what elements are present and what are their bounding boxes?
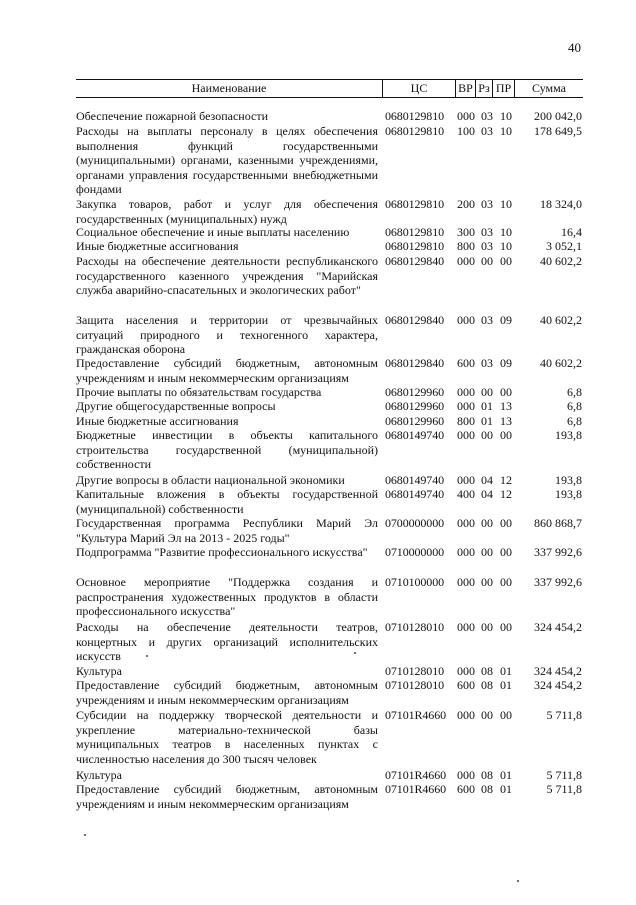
row-subsection: 00 bbox=[500, 575, 512, 589]
row-target-code: 0680129840 bbox=[385, 313, 445, 327]
row-subsection: 10 bbox=[500, 225, 512, 239]
row-expense-type: 000 bbox=[457, 575, 475, 589]
row-amount: 5 711,8 bbox=[546, 708, 582, 722]
row-expense-type: 300 bbox=[457, 225, 475, 239]
scan-speck bbox=[517, 880, 519, 882]
row-subsection: 10 bbox=[500, 124, 512, 138]
table-row bbox=[76, 487, 583, 516]
row-target-code: 0680149740 bbox=[385, 487, 445, 501]
row-name: Расходы на выплаты персоналу в целях обеспечения выполнения функций государственными (муниципальными) органами, казенными учреждениями, органами управления государственными внебюджетными фондами bbox=[76, 124, 378, 197]
row-expense-type: 000 bbox=[457, 516, 475, 530]
row-target-code: 07101R4660 bbox=[385, 768, 447, 782]
row-subsection: 00 bbox=[500, 545, 512, 559]
row-name: Подпрограмма "Развитие профессионального искусства" bbox=[76, 545, 368, 559]
row-amount: 40 602,2 bbox=[540, 356, 582, 370]
row-amount: 200 042,0 bbox=[534, 109, 582, 123]
table-row bbox=[76, 782, 583, 811]
table-row bbox=[76, 399, 583, 414]
row-subsection: 00 bbox=[500, 620, 512, 634]
table-row bbox=[76, 664, 583, 679]
row-subsection: 00 bbox=[500, 385, 512, 399]
row-name: Другие общегосударственные вопросы bbox=[76, 399, 276, 413]
row-target-code: 0680129840 bbox=[385, 254, 445, 268]
row-target-code: 0680129810 bbox=[385, 109, 445, 123]
row-name: Прочие выплаты по обязательствам государства bbox=[76, 385, 322, 399]
header-name: Наименование bbox=[76, 80, 383, 97]
row-name: Иные бюджетные ассигнования bbox=[76, 414, 239, 428]
row-subsection: 12 bbox=[500, 473, 512, 487]
row-expense-type: 600 bbox=[457, 356, 475, 370]
row-subsection: 12 bbox=[500, 487, 512, 501]
row-amount: 324 454,2 bbox=[534, 678, 582, 692]
row-name: Закупка товаров, работ и услуг для обеспечения государственных (муниципальных) нужд bbox=[76, 197, 378, 226]
header-pr: ПР bbox=[493, 80, 515, 97]
row-expense-type: 800 bbox=[457, 239, 475, 253]
row-subsection: 09 bbox=[500, 313, 512, 327]
table-row bbox=[76, 575, 583, 619]
row-target-code: 0680129810 bbox=[385, 197, 445, 211]
row-amount: 5 711,8 bbox=[546, 768, 582, 782]
row-target-code: 07101R4660 bbox=[385, 708, 447, 722]
row-name: Защита населения и территории от чрезвычайных ситуаций природного и техногенного характера, гражданская оборона bbox=[76, 313, 378, 357]
row-target-code: 0680149740 bbox=[385, 428, 445, 442]
row-expense-type: 000 bbox=[457, 708, 475, 722]
row-subsection: 10 bbox=[500, 197, 512, 211]
row-amount: 337 992,6 bbox=[534, 545, 582, 559]
row-expense-type: 100 bbox=[457, 124, 475, 138]
row-amount: 6,8 bbox=[567, 414, 582, 428]
row-section: 04 bbox=[481, 487, 493, 501]
row-subsection: 01 bbox=[500, 678, 512, 692]
scan-speck bbox=[146, 655, 148, 657]
row-section: 00 bbox=[481, 545, 493, 559]
row-name: Социальное обеспечение и иные выплаты населению bbox=[76, 225, 350, 239]
row-amount: 40 602,2 bbox=[540, 313, 582, 327]
table-row bbox=[76, 225, 583, 240]
row-section: 00 bbox=[481, 708, 493, 722]
row-expense-type: 000 bbox=[457, 620, 475, 634]
row-subsection: 00 bbox=[500, 708, 512, 722]
row-expense-type: 000 bbox=[457, 545, 475, 559]
header-rz: Рз bbox=[476, 80, 493, 97]
row-amount: 6,8 bbox=[567, 385, 582, 399]
row-section: 00 bbox=[481, 385, 493, 399]
row-amount: 16,4 bbox=[561, 225, 582, 239]
row-target-code: 0710128010 bbox=[385, 620, 445, 634]
row-target-code: 0680129810 bbox=[385, 225, 445, 239]
row-subsection: 10 bbox=[500, 109, 512, 123]
row-subsection: 09 bbox=[500, 356, 512, 370]
row-section: 08 bbox=[481, 782, 493, 796]
table-row bbox=[76, 313, 583, 357]
row-expense-type: 000 bbox=[457, 109, 475, 123]
row-name: Культура bbox=[76, 664, 122, 678]
header-sum: Сумма bbox=[532, 81, 566, 95]
row-section: 00 bbox=[481, 575, 493, 589]
row-amount: 193,8 bbox=[555, 428, 582, 442]
row-target-code: 0710128010 bbox=[385, 664, 445, 678]
row-name: Предоставление субсидий бюджетным, автономным учреждениям и иным некоммерческим организациям bbox=[76, 678, 378, 707]
row-amount: 324 454,2 bbox=[534, 664, 582, 678]
row-name: Субсидии на поддержку творческой деятельности и укрепление материально-технической базы муниципальных театров в населенных пунктах с численностью населения до 300 тысяч человек bbox=[76, 708, 378, 766]
row-subsection: 10 bbox=[500, 239, 512, 253]
row-target-code: 0710128010 bbox=[385, 678, 445, 692]
row-expense-type: 000 bbox=[457, 473, 475, 487]
table-header bbox=[76, 79, 583, 98]
row-amount: 6,8 bbox=[567, 399, 582, 413]
row-amount: 5 711,8 bbox=[546, 782, 582, 796]
row-expense-type: 600 bbox=[457, 678, 475, 692]
row-subsection: 01 bbox=[500, 664, 512, 678]
row-name: Государственная программа Республики Марий Эл "Культура Марий Эл на 2013 - 2025 годы" bbox=[76, 516, 378, 545]
row-target-code: 0680129810 bbox=[385, 239, 445, 253]
row-expense-type: 000 bbox=[457, 313, 475, 327]
row-subsection: 00 bbox=[500, 254, 512, 268]
row-name: Бюджетные инвестиции в объекты капитального строительства государственной (муниципальной) собственности bbox=[76, 428, 378, 472]
row-section: 00 bbox=[481, 620, 493, 634]
row-target-code: 0680129960 bbox=[385, 385, 445, 399]
row-name: Предоставление субсидий бюджетным, автономным учреждениям и иным некоммерческим организациям bbox=[76, 356, 378, 385]
table-row bbox=[76, 545, 583, 574]
row-section: 08 bbox=[481, 768, 493, 782]
row-target-code: 07101R4660 bbox=[385, 782, 447, 796]
row-subsection: 13 bbox=[500, 399, 512, 413]
row-section: 01 bbox=[481, 399, 493, 413]
row-amount: 860 868,7 bbox=[534, 516, 582, 530]
table-row bbox=[76, 385, 583, 400]
row-amount: 337 992,6 bbox=[534, 575, 582, 589]
row-section: 00 bbox=[481, 254, 493, 268]
row-target-code: 0680129960 bbox=[385, 399, 445, 413]
row-expense-type: 800 bbox=[457, 414, 475, 428]
row-amount: 178 649,5 bbox=[534, 124, 582, 138]
row-name: Культура bbox=[76, 768, 122, 782]
row-amount: 324 454,2 bbox=[534, 620, 582, 634]
table-row bbox=[76, 239, 583, 254]
table-row bbox=[76, 254, 583, 312]
page-number: 40 bbox=[568, 40, 581, 55]
table-row bbox=[76, 678, 583, 707]
row-section: 00 bbox=[481, 428, 493, 442]
row-target-code: 0680129960 bbox=[385, 414, 445, 428]
row-section: 08 bbox=[481, 664, 493, 678]
row-subsection: 00 bbox=[500, 428, 512, 442]
row-amount: 18 324,0 bbox=[540, 197, 582, 211]
row-name: Основное мероприятие "Поддержка создания и распространения художественных продуктов в области профессионального искусства" bbox=[76, 575, 378, 619]
table-row bbox=[76, 197, 583, 226]
header-vr: ВР bbox=[456, 80, 476, 97]
row-section: 03 bbox=[481, 313, 493, 327]
row-expense-type: 600 bbox=[457, 782, 475, 796]
row-amount: 193,8 bbox=[555, 473, 582, 487]
row-expense-type: 000 bbox=[457, 254, 475, 268]
row-name: Капитальные вложения в объекты государственной (муниципальной) собственности bbox=[76, 487, 378, 516]
row-section: 08 bbox=[481, 678, 493, 692]
row-target-code: 0710100000 bbox=[385, 575, 445, 589]
row-name: Обеспечение пожарной безопасности bbox=[76, 109, 269, 123]
row-name: Расходы на обеспечение деятельности республиканского государственного казенного учреждения "Марийская служба аварийно-спасательных и экологических работ" bbox=[76, 254, 378, 298]
table-row bbox=[76, 516, 583, 545]
row-expense-type: 000 bbox=[457, 399, 475, 413]
row-expense-type: 400 bbox=[457, 487, 475, 501]
row-expense-type: 000 bbox=[457, 428, 475, 442]
scan-speck bbox=[84, 834, 86, 836]
row-amount: 3 052,1 bbox=[546, 239, 582, 253]
row-target-code: 0710000000 bbox=[385, 545, 445, 559]
row-subsection: 01 bbox=[500, 782, 512, 796]
row-section: 03 bbox=[481, 239, 493, 253]
row-section: 04 bbox=[481, 473, 493, 487]
table-row bbox=[76, 473, 583, 488]
row-section: 03 bbox=[481, 197, 493, 211]
table-row bbox=[76, 620, 583, 664]
table-row bbox=[76, 708, 583, 766]
table-row bbox=[76, 414, 583, 429]
row-subsection: 00 bbox=[500, 516, 512, 530]
row-expense-type: 000 bbox=[457, 664, 475, 678]
table-row bbox=[76, 109, 583, 124]
row-target-code: 0680129810 bbox=[385, 124, 445, 138]
table-row bbox=[76, 124, 583, 197]
row-subsection: 01 bbox=[500, 768, 512, 782]
table-row bbox=[76, 428, 583, 472]
row-amount: 40 602,2 bbox=[540, 254, 582, 268]
row-name: Расходы на обеспечение деятельности театров, концертных и других организаций исполнительских искусств bbox=[76, 620, 378, 664]
row-name: Другие вопросы в области национальной экономики bbox=[76, 473, 345, 487]
row-section: 03 bbox=[481, 356, 493, 370]
row-name: Предоставление субсидий бюджетным, автономным учреждениям и иным некоммерческим организациям bbox=[76, 782, 378, 811]
row-expense-type: 200 bbox=[457, 197, 475, 211]
row-target-code: 0680129840 bbox=[385, 356, 445, 370]
table-row bbox=[76, 356, 583, 385]
row-subsection: 13 bbox=[500, 414, 512, 428]
row-amount: 193,8 bbox=[555, 487, 582, 501]
table-row bbox=[76, 768, 583, 783]
row-section: 03 bbox=[481, 109, 493, 123]
scan-speck bbox=[354, 652, 356, 654]
header-cs: ЦС bbox=[383, 80, 456, 97]
row-section: 03 bbox=[481, 225, 493, 239]
row-expense-type: 000 bbox=[457, 768, 475, 782]
row-name: Иные бюджетные ассигнования bbox=[76, 239, 239, 253]
row-expense-type: 000 bbox=[457, 385, 475, 399]
row-section: 03 bbox=[481, 124, 493, 138]
row-target-code: 0700000000 bbox=[385, 516, 445, 530]
row-target-code: 0680149740 bbox=[385, 473, 445, 487]
row-section: 01 bbox=[481, 414, 493, 428]
row-section: 00 bbox=[481, 516, 493, 530]
